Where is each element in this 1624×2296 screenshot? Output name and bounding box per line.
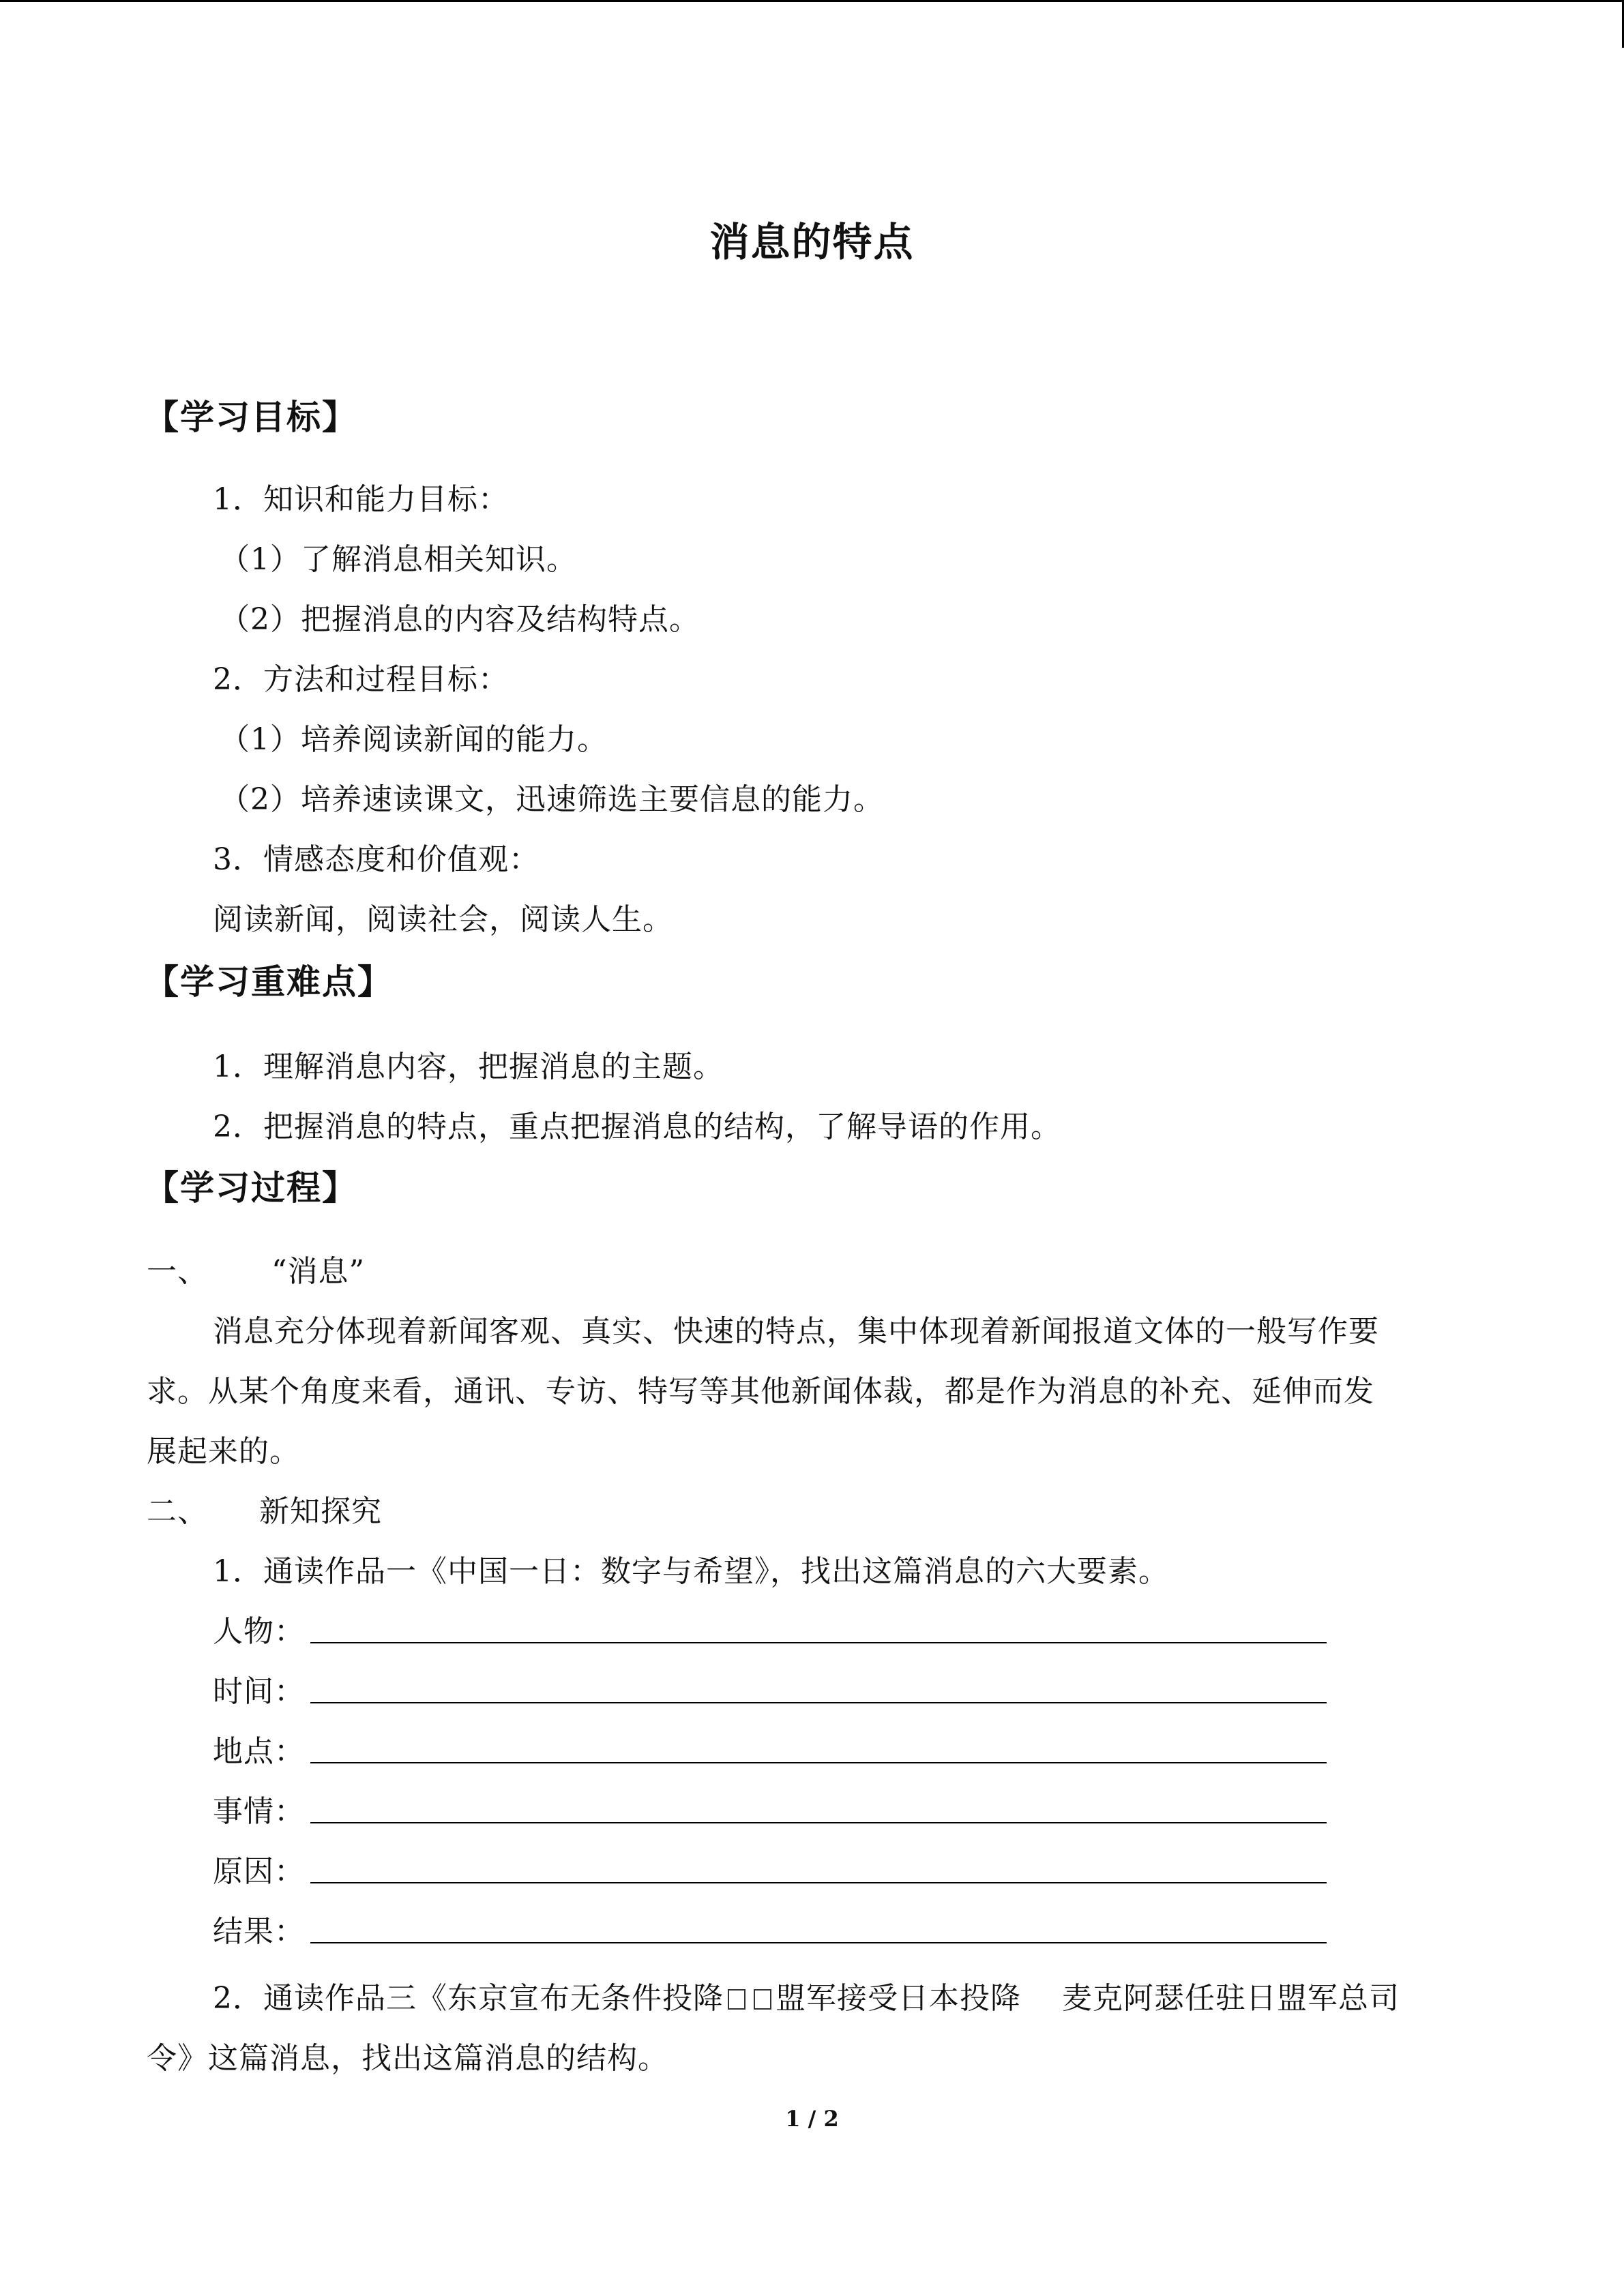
result-answer-line[interactable] (310, 1942, 1327, 1943)
top-border (0, 0, 1624, 2)
part2-number: 二、 (147, 1494, 208, 1529)
question-1: 1．通读作品一《中国一日：数字与希望》，找出这篇消息的六大要素。 (213, 1554, 1169, 1589)
time-label: 时间： (213, 1674, 305, 1709)
part1-number: 一、 (147, 1254, 208, 1289)
person-answer-line[interactable] (310, 1642, 1327, 1643)
place-label: 地点： (213, 1734, 305, 1769)
person-label: 人物： (213, 1614, 305, 1649)
question-2-text-b: 盟军接受日本投降 麦克阿瑟任驻日盟军总司 (776, 1981, 1400, 2016)
goal-attitude-text: 阅读新闻，阅读社会，阅读人生。 (213, 902, 673, 937)
event-label: 事情： (213, 1794, 305, 1829)
goal-knowledge-1: （1）了解消息相关知识。 (220, 542, 577, 577)
key-points-heading: 【学习重难点】 (145, 962, 393, 1002)
question-2-line1 (213, 1973, 1400, 2017)
placeholder-box-icon (754, 1989, 771, 2010)
goal-knowledge: 1．知识和能力目标： (213, 482, 509, 517)
learning-goals-heading: 【学习目标】 (145, 398, 357, 437)
page-title: 消息的特点 (709, 219, 915, 265)
part1-paragraph-line1: 消息充分体现着新闻客观、真实、快速的特点，集中体现着新闻报道文体的一般写作要 (213, 1314, 1379, 1349)
question-2-text-a: 2．通读作品三《东京宣布无条件投降 (213, 1981, 724, 2016)
goal-knowledge-2: （2）把握消息的内容及结构特点。 (220, 602, 700, 637)
question-2-line2: 令》这篇消息，找出这篇消息的结构。 (147, 2041, 668, 2076)
part1-paragraph-line2: 求。从某个角度来看，通讯、专访、特写等其他新闻体裁，都是作为消息的补充、延伸而发 (147, 1374, 1374, 1409)
event-answer-line[interactable] (310, 1822, 1327, 1823)
cause-answer-line[interactable] (310, 1882, 1327, 1883)
part2-title: 新知探究 (259, 1494, 382, 1529)
placeholder-box-icon (728, 1989, 745, 2010)
result-label: 结果： (213, 1914, 305, 1949)
key-point-2: 2．把握消息的特点，重点把握消息的结构，了解导语的作用。 (213, 1109, 1061, 1144)
part1-paragraph-line3: 展起来的。 (147, 1434, 300, 1469)
goal-attitude: 3．情感态度和价值观： (213, 842, 540, 877)
key-point-1: 1．理解消息内容，把握消息的主题。 (213, 1049, 724, 1084)
goal-method-2: （2）培养速读课文，迅速筛选主要信息的能力。 (220, 782, 884, 817)
page-number: 1 / 2 (785, 2106, 839, 2132)
goal-method: 2．方法和过程目标： (213, 662, 509, 697)
process-heading: 【学习过程】 (145, 1168, 357, 1208)
time-answer-line[interactable] (310, 1702, 1327, 1703)
cause-label: 原因： (213, 1854, 305, 1889)
goal-method-1: （1）培养阅读新闻的能力。 (220, 722, 608, 757)
place-answer-line[interactable] (310, 1762, 1327, 1763)
part1-title: “消息” (271, 1254, 365, 1289)
